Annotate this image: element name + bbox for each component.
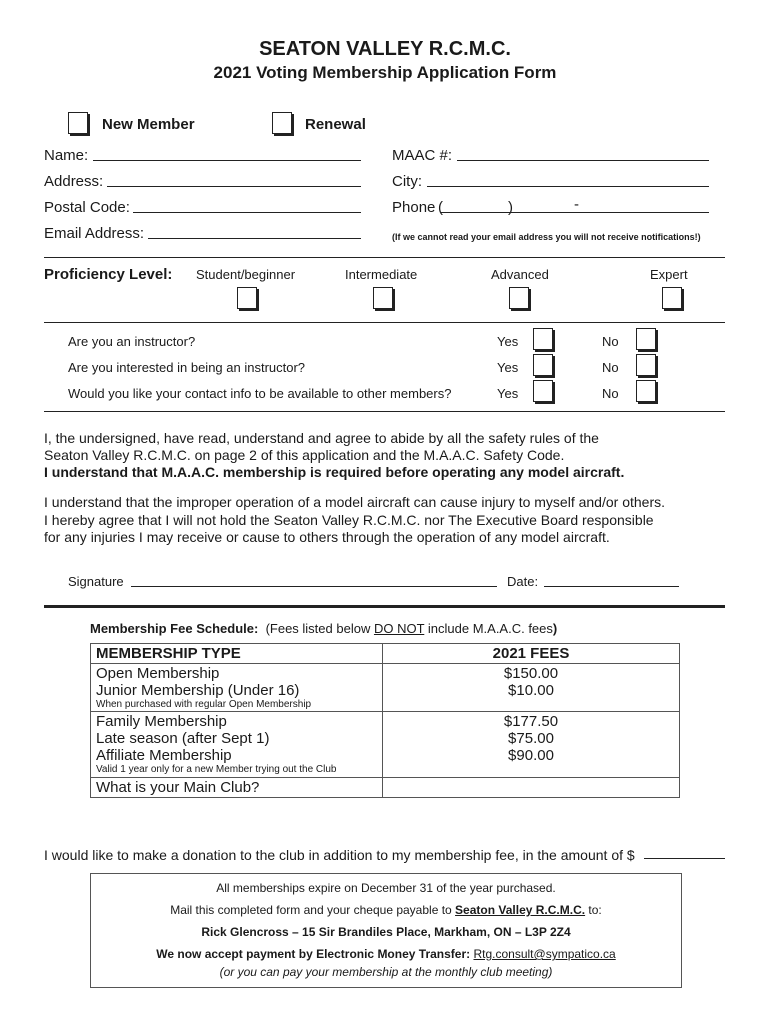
mail-instructions [91,899,681,921]
info-box [90,873,682,988]
divider [44,257,725,258]
yes-label: Yes [497,386,519,401]
fee-value-family: $177.50 [503,713,559,730]
contact-info-no-checkbox[interactable] [636,380,656,402]
instructor-yes-checkbox[interactable] [533,328,553,350]
fee-value-cell [383,712,680,778]
table-header-row [91,644,680,664]
payee-name: Seaton Valley R.C.M.C. [455,903,586,917]
agreement-line-4: I understand that the improper operation of a model aircraft can cause injury to myself and/or others. [44,494,665,510]
level-student-checkbox[interactable] [237,287,257,309]
section-divider [44,605,725,608]
fee-value-cell [383,664,680,712]
new-member-checkbox[interactable] [68,112,88,134]
mailing-address: Rick Glencross – 15 Sir Brandiles Place, Markham, ON – L3P 2Z4 [201,925,571,939]
mail-post: to: [585,903,602,917]
fee-value-affiliate: $90.00 [508,747,554,764]
fee-note-emphasis: DO NOT [373,621,425,636]
donation-text: I would like to make a donation to the club in addition to my membership fee, in the amount of $ [44,847,635,863]
emt-line [91,943,681,965]
level-expert-checkbox[interactable] [662,287,682,309]
fee-type-late: Late season (after Sept 1) [96,730,270,747]
mail-pre: Mail this completed form and your cheque payable to [170,903,456,917]
table-row [91,778,680,798]
maac-label: MAAC #: [392,147,453,164]
city-field[interactable] [427,186,709,187]
main-club-field[interactable] [383,778,680,798]
proficiency-label: Proficiency Level: [44,266,173,283]
become-instructor-no-checkbox[interactable] [636,354,656,376]
agreement-line-1: I, the undersigned, have read, understand and agree to abide by all the safety rules of the [44,430,599,446]
fee-schedule-title: Membership Fee Schedule: [90,621,259,636]
level-expert-label: Expert [650,267,688,282]
agreement-line-6: for any injuries I may receive or cause to others through the operation of any model aircraft. [44,529,610,545]
maac-field[interactable] [457,160,709,161]
new-member-label: New Member [102,116,195,133]
fee-value-junior: $10.00 [508,682,554,699]
signature-field[interactable] [131,586,497,587]
fee-table [90,643,680,798]
level-student-label: Student/beginner [196,267,296,282]
phone-close-paren: ) [508,199,513,216]
fee-type-open: Open Membership [96,665,220,682]
agreement-line-2: Seaton Valley R.C.M.C. on page 2 of this application and the M.A.A.C. Safety Code. [44,447,565,463]
fee-note-junior: When purchased with regular Open Membership [96,699,312,710]
question-contact-info: Would you like your contact info to be available to other members? [68,386,452,401]
fee-type-family: Family Membership [96,713,227,730]
agreement-line-3: I understand that M.A.A.C. membership is required before operating any model aircraft. [44,464,625,480]
question-instructor: Are you an instructor? [68,334,196,349]
yes-label: Yes [497,334,519,349]
divider [44,411,725,412]
divider [44,322,725,323]
donation-amount-field[interactable] [644,858,725,859]
fee-type-cell [91,712,383,778]
agreement-line-5: I hereby agree that I will not hold the Seaton Valley R.C.M.C. nor The Executive Board responsible [44,512,654,528]
email-note: (If we cannot read your email address you will not receive notifications!) [392,232,701,242]
fee-schedule-heading [90,621,557,636]
emt-label: We now accept payment by Electronic Money Transfer: [156,947,471,961]
meeting-note: (or you can pay your membership at the monthly club meeting) [219,965,553,979]
renewal-checkbox[interactable] [272,112,292,134]
fee-value-late: $75.00 [508,730,554,747]
question-become-instructor: Are you interested in being an instructor? [68,360,306,375]
phone-open-paren: ( [438,199,443,216]
fee-note-post: include M.A.A.C. fees [424,621,553,636]
emt-email-link[interactable]: Rtg.consult@sympatico.ca [473,947,616,961]
email-field[interactable] [148,238,361,239]
phone-field[interactable] [440,212,709,213]
expiry-note: All memberships expire on December 31 of the year purchased. [216,881,556,895]
level-intermediate-checkbox[interactable] [373,287,393,309]
phone-dash: - [574,196,579,213]
fee-value-open: $150.00 [503,665,559,682]
renewal-label: Renewal [305,116,366,133]
col-membership-type: MEMBERSHIP TYPE [91,644,383,664]
instructor-no-checkbox[interactable] [636,328,656,350]
form-subtitle: 2021 Voting Membership Application Form [213,63,557,82]
fee-note-pre: (Fees listed below [265,621,374,636]
yes-label: Yes [497,360,519,375]
level-intermediate-label: Intermediate [345,267,418,282]
contact-info-yes-checkbox[interactable] [533,380,553,402]
date-label: Date: [507,574,539,589]
col-fees: 2021 FEES [383,644,680,664]
email-label: Email Address: [44,225,145,242]
postal-code-label: Postal Code: [44,199,130,216]
fee-type-junior: Junior Membership (Under 16) [96,682,300,699]
table-row [91,712,680,778]
signature-label: Signature [68,574,124,589]
become-instructor-yes-checkbox[interactable] [533,354,553,376]
date-field[interactable] [544,586,679,587]
address-label: Address: [44,173,104,190]
no-label: No [602,386,619,401]
table-row [91,664,680,712]
phone-label: Phone [392,199,436,216]
no-label: No [602,334,619,349]
postal-code-field[interactable] [133,212,361,213]
level-advanced-label: Advanced [491,267,549,282]
city-label: City: [392,173,422,190]
name-label: Name: [44,147,89,164]
fee-note-affiliate: Valid 1 year only for a new Member trying out the Club [96,764,337,775]
fee-type-cell [91,664,383,712]
form-title: SEATON VALLEY R.C.M.C. [259,38,511,60]
no-label: No [602,360,619,375]
level-advanced-checkbox[interactable] [509,287,529,309]
address-field[interactable] [107,186,361,187]
fee-type-affiliate: Affiliate Membership [96,747,232,764]
name-field[interactable] [93,160,361,161]
main-club-label: What is your Main Club? [91,778,383,798]
fee-note-close: ) [552,621,558,636]
